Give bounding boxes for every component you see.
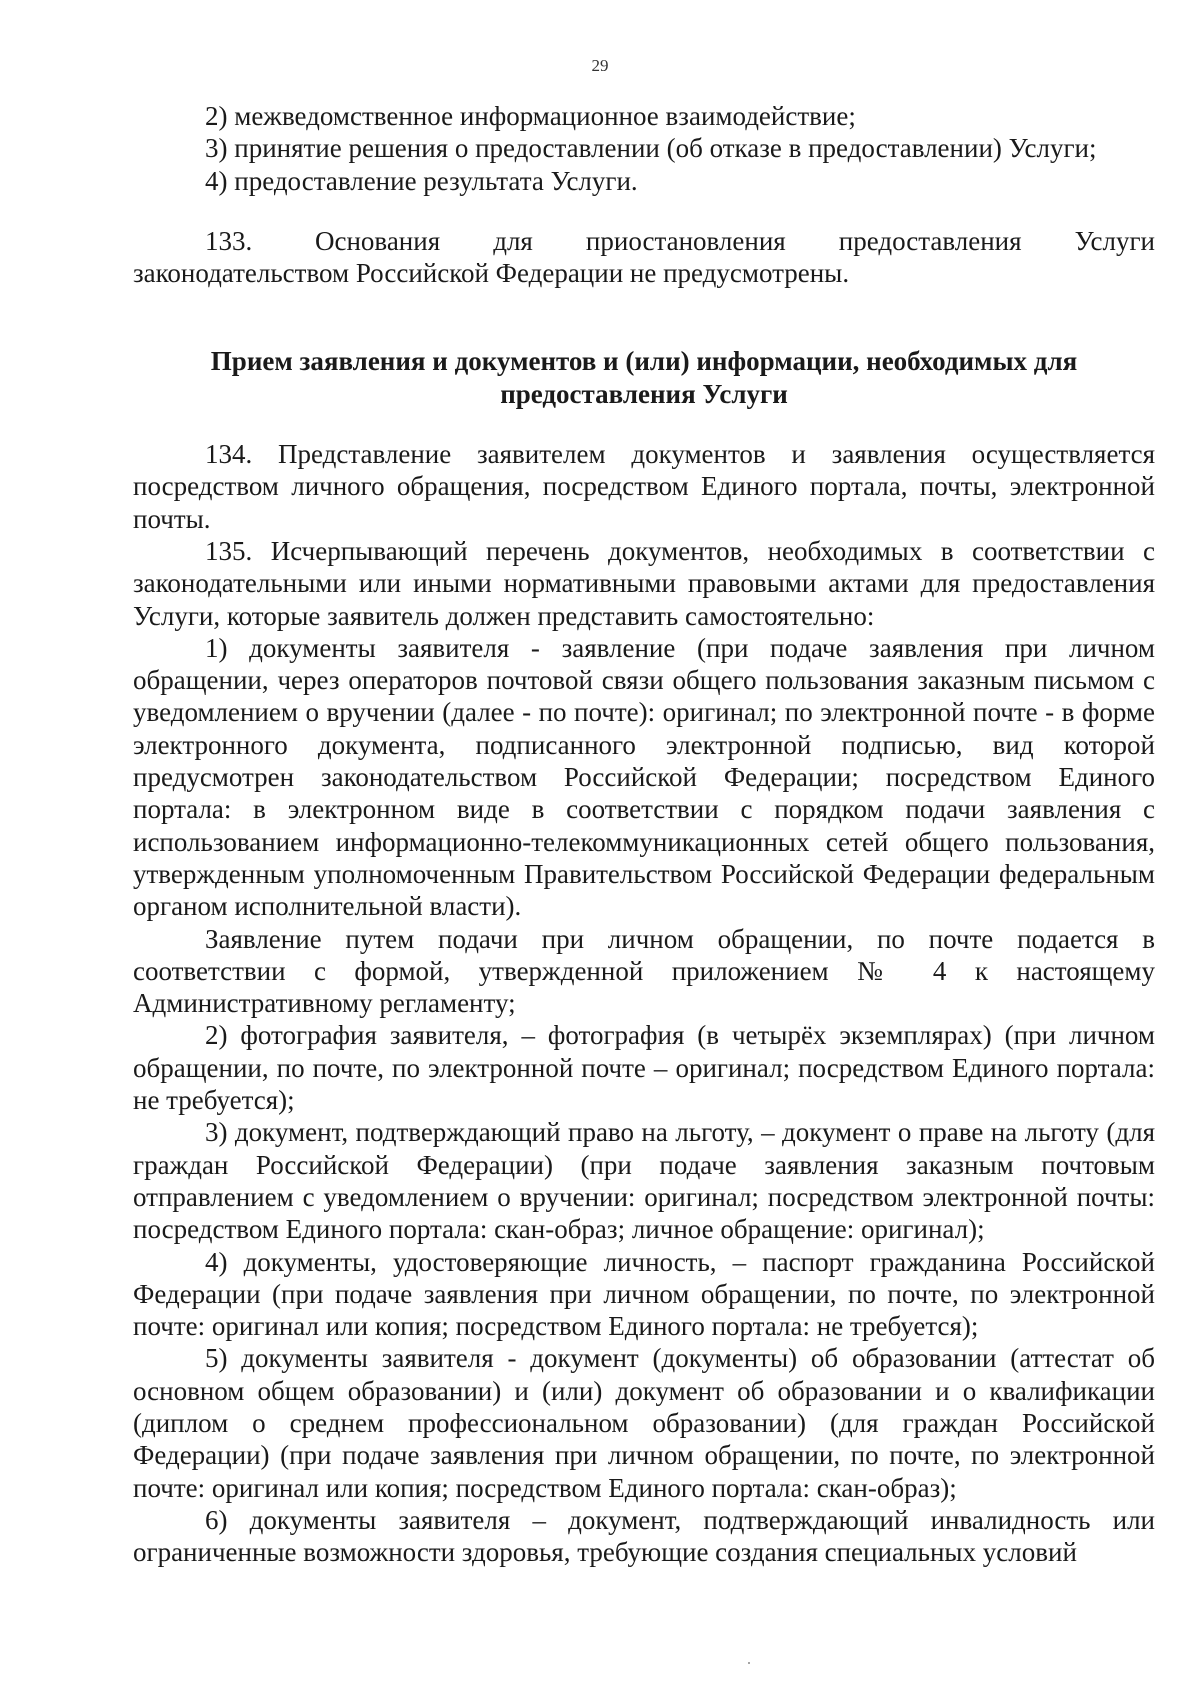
paragraph-number: 133. — [205, 225, 253, 256]
subitem-1: 1) документы заявителя - заявление (при подаче заявления при личном обращении, через операторов почтовой связи общего пользования заказным письмом с уведомлением о вручении (далее - по почте): оригинал; по электронной почте - в форме электронного документа, подписанного электронной подписью, вид которой предусмотрен законодательством Российской Федерации; посредством Единого портала: в электронном виде в соответствии с порядком подачи заявления с использованием информационно-телекоммуникационных сетей общего пользования, утвержденным уполномоченным Правительством Российской Федерации федеральным органом исполнительной власти). — [133, 632, 1155, 922]
page-number: 29 — [591, 56, 609, 75]
paragraph-133 — [133, 225, 1155, 290]
paragraph-text: Основания для приостановления предоставления Услуги законодательством Российской Федерации не предусмотрены. — [133, 225, 1155, 289]
subitem-4: 4) документы, удостоверяющие личность, – паспорт гражданина Российской Федерации (при подаче заявления при личном обращении, по почте, по электронной почте: оригинал или копия; посредством Единого портала: не требуется); — [133, 1246, 1155, 1342]
document-body — [133, 100, 1155, 1568]
section-heading: Прием заявления и документов и (или) информации, необходимых для предоставления Услуги — [210, 346, 1078, 409]
subitem-1-note: Заявление путем подачи при личном обращении, по почте подается в соответствии с формой, утвержденной приложением № 4 к настоящему Административному регламенту; — [133, 923, 1155, 1019]
list-item: 2) межведомственное информационное взаимодействие; — [205, 101, 856, 131]
subitem-2: 2) фотография заявителя, – фотография (в четырёх экземплярах) (при личном обращении, по почте, по электронной почте – оригинал; посредством Единого портала: не требуется); — [133, 1020, 1155, 1116]
paragraph-135: 135. Исчерпывающий перечень документов, необходимых в соответствии с законодательными или иными нормативными правовыми актами для предоставления Услуги, которые заявитель должен представить самостоятельно: — [133, 535, 1155, 631]
list-item: 3) принятие решения о предоставлении (об отказе в предоставлении) Услуги; — [205, 133, 1097, 164]
paragraph-134: 134. Представление заявителем документов и заявления осуществляется посредством личного обращения, посредством Единого портала, почты, электронной почты. — [133, 439, 1155, 534]
list-item: 4) предоставление результата Услуги. — [205, 165, 638, 196]
scan-speck — [748, 1662, 750, 1664]
subitem-6: 6) документы заявителя – документ, подтверждающий инвалидность или ограниченные возможности здоровья, требующие создания специальных условий — [133, 1504, 1155, 1568]
subitem-5: 5) документы заявителя - документ (документы) об образовании (аттестат об основном общем образовании) и (или) документ об образовании и о квалификации (диплом о среднем профессиональном образовании) (для граждан Российской Федерации) (при подаче заявления при личном обращении, по почте, по электронной почте: оригинал или копия; посредством Единого портала: скан-образ); — [133, 1343, 1155, 1503]
subitem-3: 3) документ, подтверждающий право на льготу, – документ о праве на льготу (для граждан Российской Федерации) (при подаче заявления заказным почтовым отправлением с уведомлением о вручении: оригинал; посредством электронной почты: посредством Единого портала: скан-образ; личное обращение: оригинал); — [133, 1117, 1155, 1245]
